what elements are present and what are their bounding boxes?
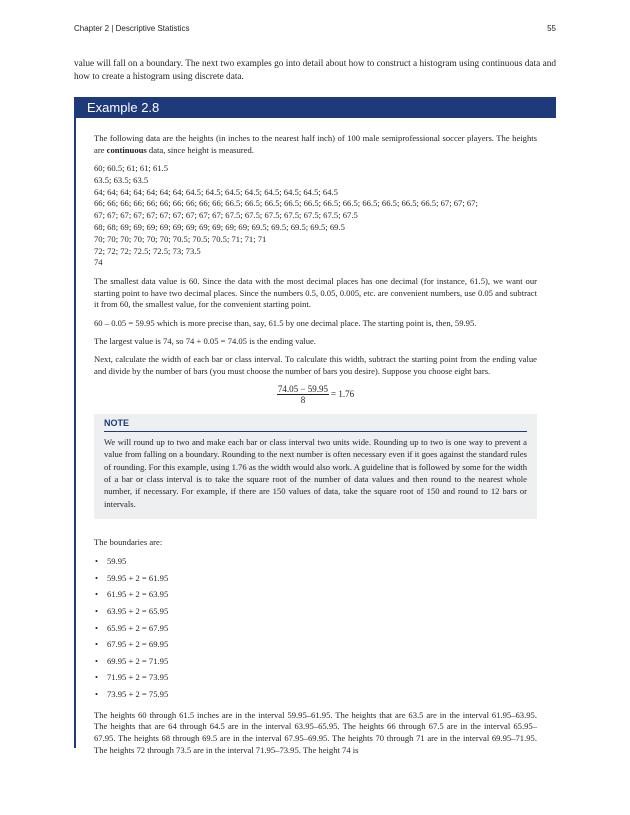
data-line: 72; 72; 72; 72.5; 72.5; 73; 73.5 bbox=[94, 245, 201, 256]
class-width-paragraph: Next, calculate the width of each bar or class interval. To calculate this width, subtract the starting point from the ending value and divide by the number of bars (you must choose the number of bars you desire). Suppose you choose eight bars. bbox=[94, 354, 537, 377]
formula-denominator: 8 bbox=[300, 395, 306, 406]
list-item: • 63.95 + 2 = 65.95 bbox=[94, 605, 537, 622]
chapter-title: Chapter 2 | Descriptive Statistics bbox=[74, 24, 190, 33]
data-line: 68; 68; 69; 69; 69; 69; 69; 69; 69; 69; 69; 69; 69.5; 69.5; 69.5; 69.5; 69.5 bbox=[94, 222, 345, 233]
list-item: • 61.95 + 2 = 63.95 bbox=[94, 588, 537, 605]
page-number: 55 bbox=[547, 24, 556, 33]
list-item: • 73.95 + 2 = 75.95 bbox=[94, 688, 537, 705]
list-item: • 59.95 bbox=[94, 555, 537, 572]
intervals-paragraph: The heights 60 through 61.5 inches are in the interval 59.95–61.95. The heights that are 63.5 are in the interval 61.95–63.95. The heights that are 64 through 64.5 are in the interval 63.95–65.95. The heights 66 through 67.5 are in the interval 65.95–67.95. The heights 68 through 69.5 are in the interval 67.95–69.95. The heights 70 through 71 are in the interval 69.95–71.95. The heights 72 through 73.5 are in the interval 71.95–73.95. The height 74 is bbox=[94, 709, 537, 755]
data-line: 67; 67; 67; 67; 67; 67; 67; 67; 67; 67; 67.5; 67.5; 67.5; 67.5; 67.5; 67.5; 67.5 bbox=[94, 210, 358, 221]
example-content bbox=[94, 133, 537, 763]
data-line: 70; 70; 70; 70; 70; 70; 70.5; 70.5; 70.5; 71; 71; 71 bbox=[94, 233, 267, 244]
boundaries-list bbox=[94, 555, 537, 704]
formula-result: = 1.76 bbox=[331, 388, 355, 399]
smallest-value-paragraph: The smallest data value is 60. Since the data with the most decimal places has one decimal (for instance, 61.5), we want our starting point to have two decimal places. Since the numbers 0.5, 0.05, 0.005, etc. are convenient numbers, use 0.05 and subtract it from 60, the smallest value, for the convenient starting point. bbox=[94, 275, 537, 310]
data-line: 66; 66; 66; 66; 66; 66; 66; 66; 66; 66; 66.5; 66.5; 66.5; 66.5; 66.5; 66.5; 66.5; 66.5; 66.5; 66.5; 66.5; 67; 67; 67; bbox=[94, 198, 478, 209]
starting-point-paragraph: 60 – 0.05 = 59.95 which is more precise than, say, 61.5 by one decimal place. The starting point is, then, 59.95. bbox=[94, 317, 477, 328]
height-data bbox=[94, 163, 537, 269]
formula-numerator: 74.05 − 59.95 bbox=[277, 384, 328, 395]
example-left-rule bbox=[74, 118, 76, 748]
list-item: • 67.95 + 2 = 69.95 bbox=[94, 638, 537, 655]
data-line: 64; 64; 64; 64; 64; 64; 64; 64.5; 64.5; 64.5; 64.5; 64.5; 64.5; 64.5; 64.5 bbox=[94, 186, 338, 197]
note-title: NOTE bbox=[104, 418, 527, 432]
width-formula bbox=[94, 384, 537, 405]
boundaries-intro: The boundaries are: bbox=[94, 536, 163, 547]
continuous-term: continuous bbox=[106, 144, 147, 155]
intro-paragraph: value will fall on a boundary. The next two examples go into detail about how to construct a histogram using continuous data and how to create a histogram using discrete data. bbox=[74, 59, 556, 82]
note-box bbox=[94, 414, 537, 519]
largest-value-paragraph: The largest value is 74, so 74 + 0.05 = 74.05 is the ending value. bbox=[94, 335, 316, 346]
example-title-bar bbox=[74, 97, 556, 118]
data-line: 60; 60.5; 61; 61; 61.5 bbox=[94, 163, 169, 174]
list-item: • 71.95 + 2 = 73.95 bbox=[94, 671, 537, 688]
list-item: • 59.95 + 2 = 61.95 bbox=[94, 572, 537, 589]
note-text: We will round up to two and make each bar or class interval two units wide. Rounding up to two is one way to prevent a value from falling on a boundary. Rounding to the next number is often necessary even if it goes against the standard rules of rounding. For this example, using 1.76 as the width would also work. A guideline that is followed by some for the width of a bar or class interval is to take the square root of the number of data values and then round to the nearest whole number, if necessary. For example, if there are 150 values of data, take the square root of 150 and round to 12 bars or intervals. bbox=[104, 437, 527, 509]
data-line: 63.5; 63.5; 63.5 bbox=[94, 174, 149, 185]
formula-fraction bbox=[277, 384, 329, 405]
list-item: • 69.95 + 2 = 71.95 bbox=[94, 655, 537, 672]
list-item: • 65.95 + 2 = 67.95 bbox=[94, 622, 537, 639]
example-title: Example 2.8 bbox=[87, 100, 160, 115]
data-line: 74 bbox=[94, 257, 103, 268]
running-header bbox=[74, 24, 556, 33]
example-intro-paragraph: The following data are the heights (in inches to the nearest half inch) of 100 male semiprofessional soccer players. The heights are continuous data, since height is measured. bbox=[94, 133, 537, 155]
